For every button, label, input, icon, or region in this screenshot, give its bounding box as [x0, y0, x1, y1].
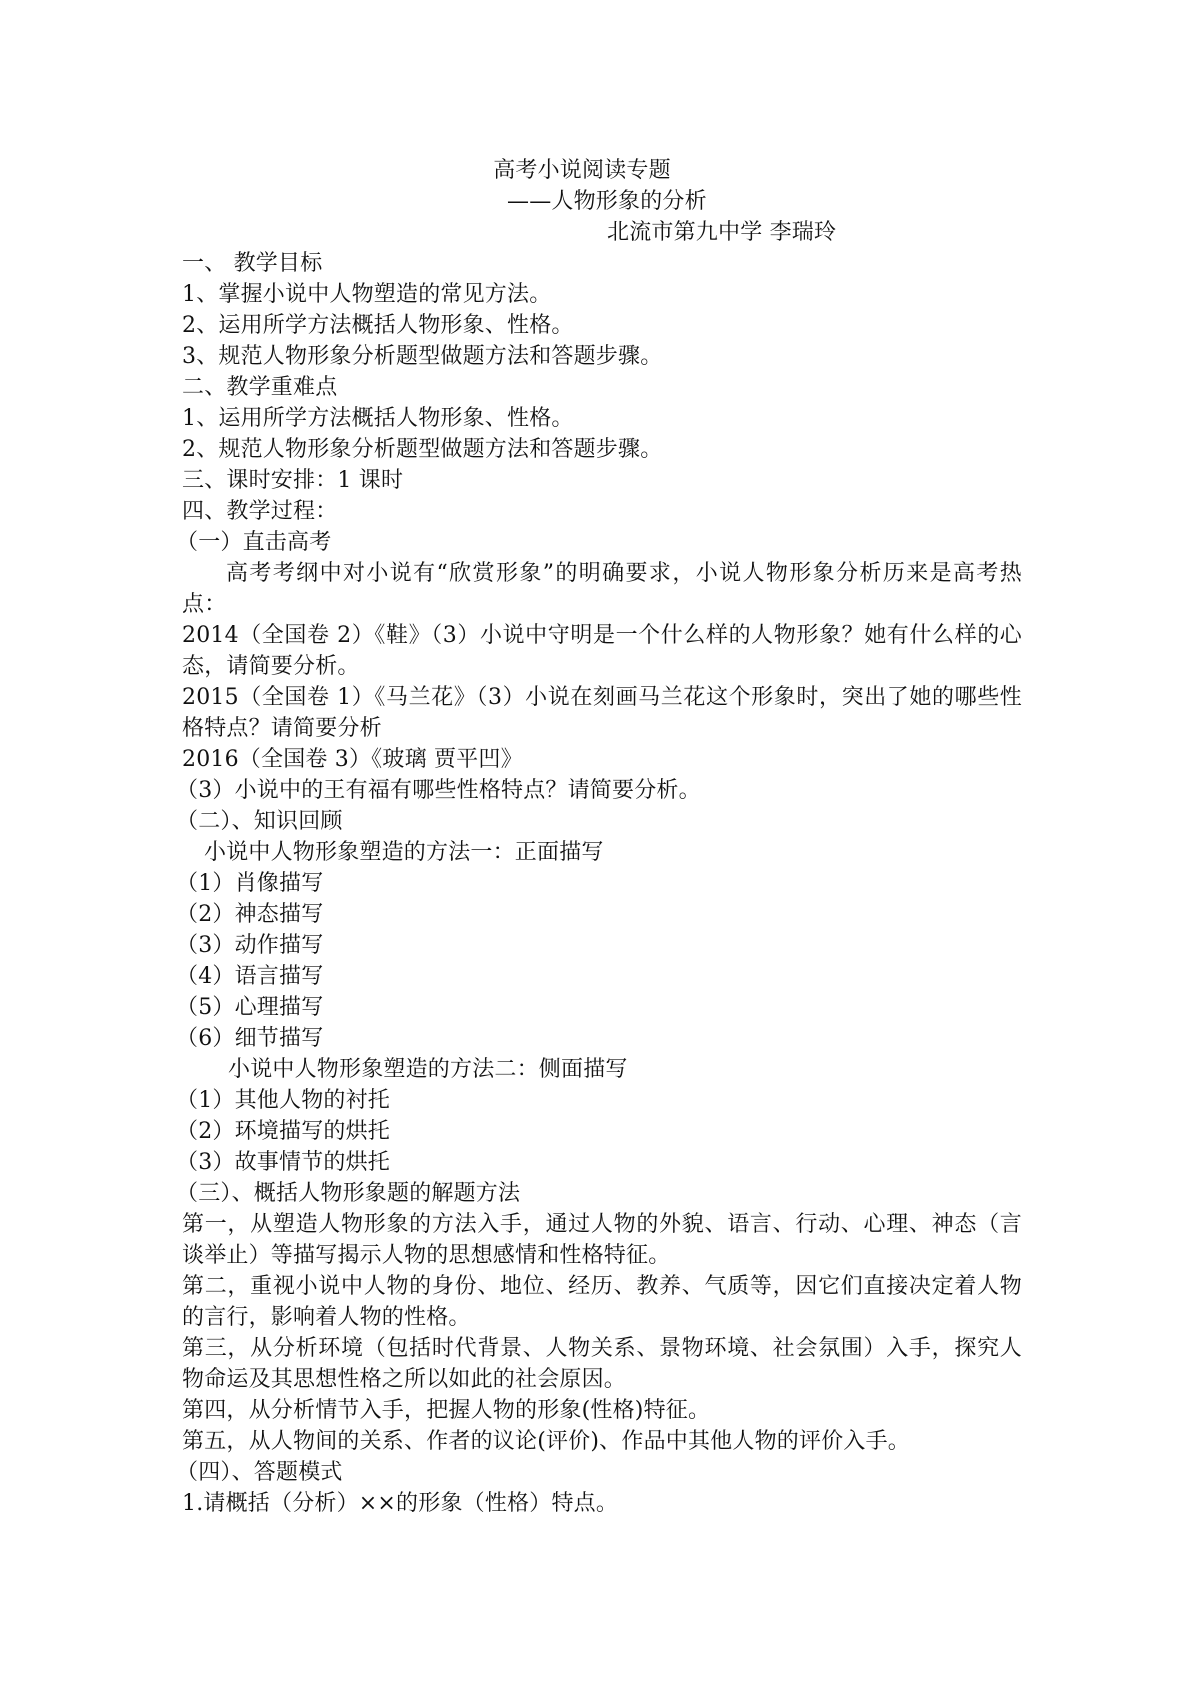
answer-template: 1.请概括（分析）××的形象（性格）特点。 [182, 1491, 619, 1516]
school-author: 北流市第九中学 李瑞玲 [607, 220, 837, 245]
subsection-heading: （二）、知识回顾 [176, 809, 343, 834]
goal-item: 2、运用所学方法概括人物形象、性格。 [182, 313, 574, 338]
solution-method: 第三，从分析环境（包括时代背景、人物关系、景物环境、社会氛围）入手，探究人物命运及其思想性格之所以如此的社会原因。 [182, 1336, 1022, 1392]
document-body [176, 155, 1022, 1519]
method-heading: 小说中人物形象塑造的方法二：侧面描写 [228, 1057, 628, 1082]
section-heading: 四、教学过程： [182, 499, 338, 524]
solution-method: 第四，从分析情节入手，把握人物的形象(性格)特征。 [182, 1398, 711, 1423]
document-subtitle: ——人物形象的分析 [507, 189, 707, 214]
method-item: （5）心理描写 [176, 995, 324, 1020]
exam-question: （3）小说中的王有福有哪些性格特点？请简要分析。 [176, 778, 701, 803]
method-item: （1）其他人物的衬托 [176, 1088, 390, 1113]
subsection-heading: （三）、概括人物形象题的解题方法 [176, 1181, 521, 1206]
method-item: （2）环境描写的烘托 [176, 1119, 390, 1144]
method-item: （3）故事情节的烘托 [176, 1150, 390, 1175]
method-item: （1）肖像描写 [176, 871, 324, 896]
solution-method: 第五，从人物间的关系、作者的议论(评价)、作品中其他人物的评价入手。 [182, 1429, 910, 1454]
solution-method: 第二，重视小说中人物的身份、地位、经历、教养、气质等，因它们直接决定着人物的言行，影响着人物的性格。 [182, 1274, 1022, 1330]
method-item: （6）细节描写 [176, 1026, 324, 1051]
method-heading: 小说中人物形象塑造的方法一：正面描写 [204, 840, 604, 865]
goal-item: 1、掌握小说中人物塑造的常见方法。 [182, 282, 552, 307]
section-heading: 二、教学重难点 [182, 375, 338, 400]
paragraph: 高考考纲中对小说有“欣赏形象”的明确要求，小说人物形象分析历来是高考热点： [182, 561, 1022, 617]
exam-question-title: 2016（全国卷 3）《玻璃 贾平凹》 [182, 747, 523, 772]
goal-item: 3、规范人物形象分析题型做题方法和答题步骤。 [182, 344, 663, 369]
section-heading: 一、 教学目标 [182, 251, 323, 276]
exam-question: 2014（全国卷 2）《鞋》（3）小说中守明是一个什么样的人物形象？她有什么样的心态，请简要分析。 [182, 623, 1022, 679]
exam-question: 2015（全国卷 1）《马兰花》（3）小说在刻画马兰花这个形象时，突出了她的哪些性格特点？请简要分析 [182, 685, 1022, 741]
subsection-heading: （一）直击高考 [176, 530, 332, 555]
method-item: （4）语言描写 [176, 964, 324, 989]
method-item: （3）动作描写 [176, 933, 324, 958]
difficulty-item: 1、运用所学方法概括人物形象、性格。 [182, 406, 574, 431]
section-heading: 三、课时安排：1 课时 [182, 468, 404, 493]
difficulty-item: 2、规范人物形象分析题型做题方法和答题步骤。 [182, 437, 663, 462]
method-item: （2）神态描写 [176, 902, 324, 927]
document-title: 高考小说阅读专题 [493, 158, 671, 183]
subsection-heading: （四）、答题模式 [176, 1460, 343, 1485]
solution-method: 第一，从塑造人物形象的方法入手，通过人物的外貌、语言、行动、心理、神态（言谈举止）等描写揭示人物的思想感情和性格特征。 [182, 1212, 1022, 1268]
